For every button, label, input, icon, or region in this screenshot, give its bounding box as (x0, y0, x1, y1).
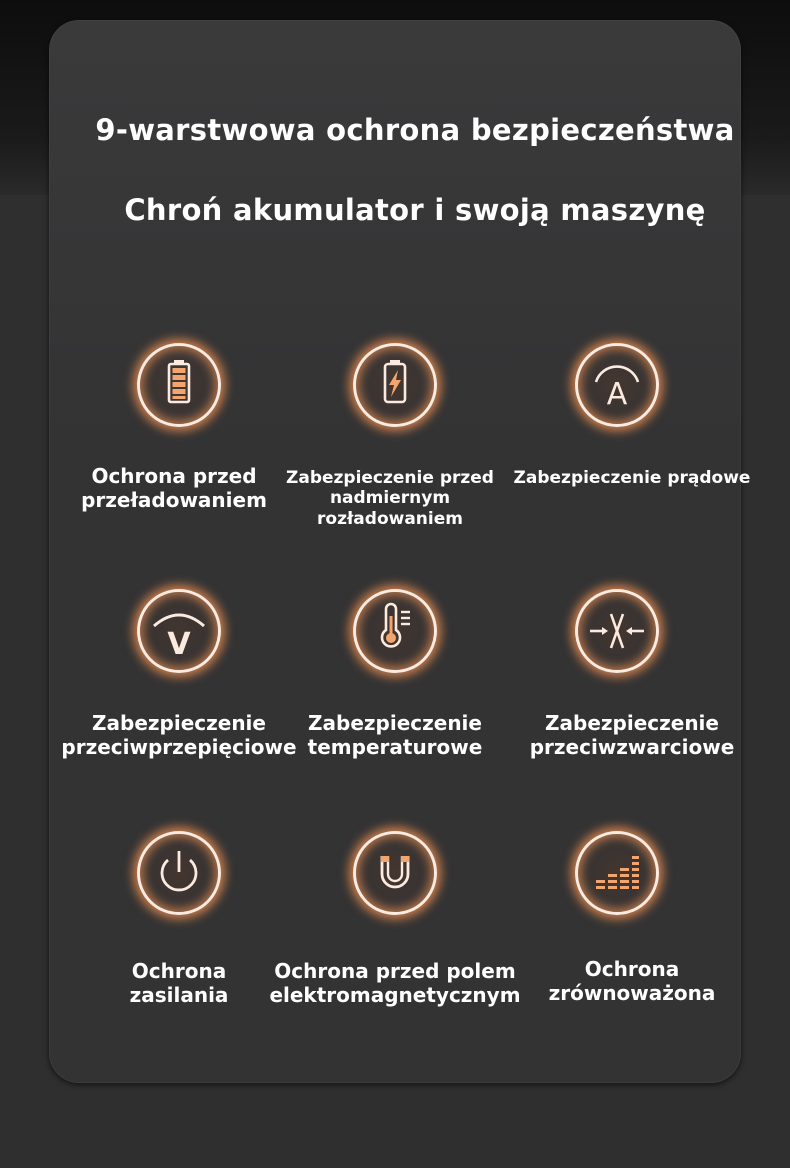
feature-label: Zabezpieczenie przed nadmiernym rozładowaniem (286, 468, 494, 529)
battery-bolt-icon (353, 343, 437, 427)
feature-label: Zabezpieczenie temperaturowe (307, 711, 483, 759)
feature-label: Ochrona przed polem elektromagnetycznym (269, 959, 521, 1007)
page-subtitle: Chroń akumulator i swoją maszynę (124, 193, 706, 227)
feature-label: Ochrona przed przeładowaniem (81, 464, 267, 512)
feature-label: Zabezpieczenie prądowe (513, 468, 751, 488)
page-title: 9-warstwowa ochrona bezpieczeństwa (95, 113, 735, 147)
battery-icon (137, 343, 221, 427)
thermometer-icon (353, 589, 437, 673)
power-icon (137, 831, 221, 915)
feature-label: Ochrona zasilania (129, 959, 229, 1007)
magnet-icon (353, 831, 437, 915)
feature-card (49, 20, 741, 1083)
feature-label: Zabezpieczenie przeciwprzepięciowe (61, 711, 297, 759)
ampere-icon (575, 343, 659, 427)
short-circuit-icon (575, 589, 659, 673)
balance-bars-icon (575, 831, 659, 915)
feature-label: Zabezpieczenie przeciwzwarciowe (529, 711, 735, 759)
voltage-gauge-icon (137, 589, 221, 673)
svg-text:V: V (167, 627, 191, 662)
feature-label: Ochrona zrównoważona (548, 957, 716, 1005)
svg-text:A: A (606, 377, 628, 412)
